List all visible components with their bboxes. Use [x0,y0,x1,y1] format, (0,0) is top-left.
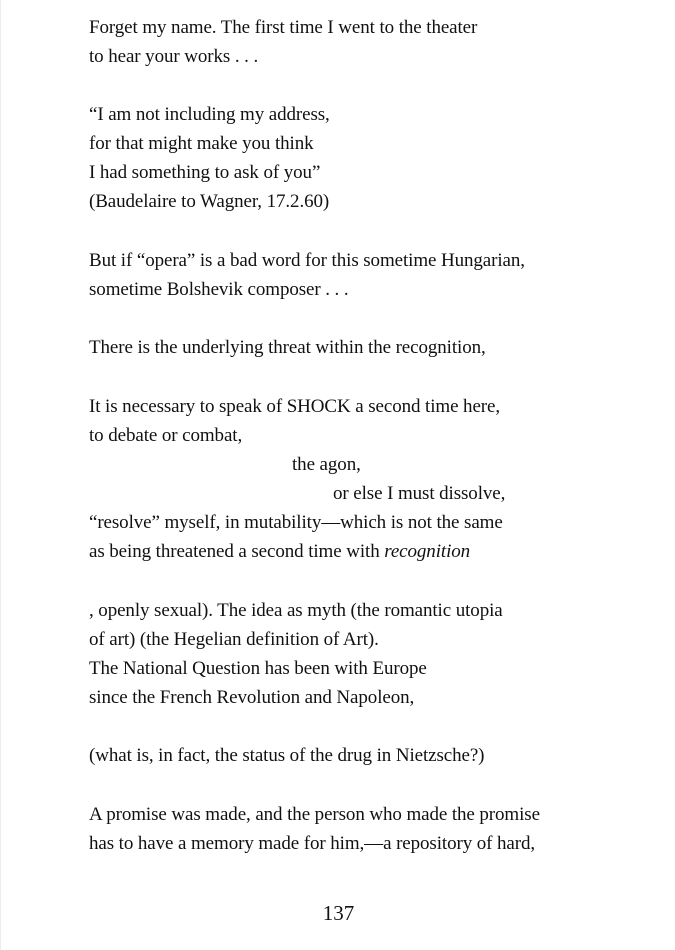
text-line: to hear your works . . . [89,46,259,67]
text-line: The National Question has been with Europe [89,658,427,679]
text-line: has to have a memory made for him,—a repository of hard, [89,833,536,854]
page-number: 137 [322,901,355,925]
text-line: But if “opera” is a bad word for this sometime Hungarian, [89,250,525,271]
text-line: “resolve” myself, in mutability—which is not the same [89,512,503,533]
text-line: It is necessary to speak of SHOCK a second time here, [89,396,501,417]
text-line: There is the underlying threat within the recognition, [89,337,486,358]
text-line: since the French Revolution and Napoleon, [89,687,415,708]
text-line: sometime Bolshevik composer . . . [89,279,349,300]
italic-word: recognition [384,541,471,562]
text-span: as being threatened a second time with [89,541,385,562]
text-line: Forget my name. The first time I went to the theater [89,17,478,38]
text-line: of art) (the Hegelian definition of Art). [89,629,379,650]
text-line: A promise was made, and the person who made the promise [89,804,540,825]
text-line: to debate or combat, [89,425,243,446]
indented-line: the agon, [292,454,361,475]
text-line: , openly sexual). The idea as myth (the romantic utopia [89,600,503,621]
indented-line: or else I must dissolve, [333,483,506,504]
text-line: (what is, in fact, the status of the drug in Nietzsche?) [89,745,485,766]
text-line [89,537,470,566]
citation-line: (Baudelaire to Wagner, 17.2.60) [89,191,330,212]
text-line: for that might make you think [89,133,314,154]
text-line: I had something to ask of you” [89,162,321,183]
text-line: “I am not including my address, [89,104,330,125]
